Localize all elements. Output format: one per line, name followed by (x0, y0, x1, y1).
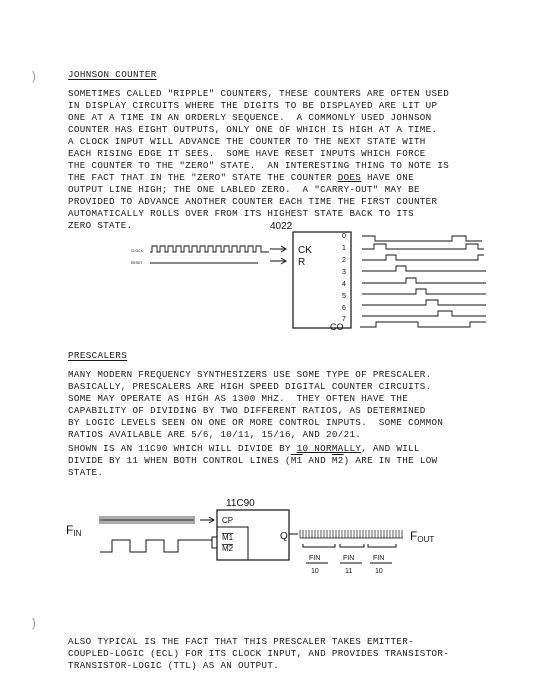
output-pin-6: 6 (342, 305, 346, 312)
cp-arrow (200, 517, 214, 523)
bracket-1 (303, 544, 335, 547)
output-waveform-6 (362, 300, 486, 305)
text-line: OUTPUT LINE HIGH; THE ONE LABLED ZERO. A "CARRY-OUT" MAY BE (68, 184, 420, 195)
bracket-3 (368, 544, 396, 547)
output-waveform-3 (362, 266, 486, 271)
control-to-m1 (196, 537, 217, 548)
reset-input-label: RESET (131, 261, 143, 265)
clock-input-label: CLOCK (131, 249, 144, 253)
text-run: HAVE ONE (361, 172, 414, 183)
text-run: ) ARE IN THE LOW (343, 455, 438, 466)
ratio-top-3: FIN (373, 555, 385, 562)
text-line: PROVIDED TO ADVANCE ANOTHER COUNTER EACH TIME THE FIRST COUNTER (68, 196, 438, 207)
text-run: , AND WILL (361, 443, 420, 454)
output-pin-2: 2 (342, 257, 346, 264)
fin-waveform (100, 516, 194, 524)
ratio-bottom-1: 10 (311, 568, 319, 575)
text-run: AND (302, 455, 332, 466)
text-line: AUTOMATICALLY ROLLS OVER FROM ITS HIGHEST STATE BACK TO ITS (68, 208, 414, 219)
output-pin-0: 0 (342, 233, 346, 240)
m1-overlined: M1 (290, 455, 303, 466)
text-line: A CLOCK INPUT WILL ADVANCE THE COUNTER TO THE NEXT STATE WITH (68, 136, 426, 147)
output-pin-3: 3 (342, 269, 346, 276)
m2-overlined: M2 (331, 455, 344, 466)
text-line: COUNTER HAS EIGHT OUTPUTS, ONLY ONE OF WHICH IS HIGH AT A TIME. (68, 124, 438, 135)
output-waveforms (360, 236, 486, 327)
underlined-word: DOES (337, 172, 362, 183)
m1-pin-label: M1 (222, 533, 234, 542)
fout-waveform (300, 530, 403, 538)
output-pin-7: 7 (342, 316, 346, 323)
fout-label: FOUT (410, 529, 435, 544)
q-pin-label: Q (280, 531, 288, 542)
text-line: ZERO STATE. (68, 220, 133, 231)
division-ratio-brackets (303, 544, 396, 547)
section-heading-prescalers: PRESCALERS (68, 350, 128, 361)
division-ratio-labels (306, 555, 392, 575)
cp-pin-label: CP (222, 516, 234, 525)
section-heading-johnson: JOHNSON COUNTER (68, 69, 157, 80)
text-line: ONE AT A TIME IN AN ORDERLY SEQUENCE. A COMMONLY USED JOHNSON (68, 112, 432, 123)
output-pin-4: 4 (342, 281, 346, 288)
clock-arrow (270, 246, 286, 252)
bracket-2 (340, 544, 364, 547)
m2-pin-label: M2 (222, 544, 234, 553)
text-line: COUPLED-LOGIC (ECL) FOR ITS CLOCK INPUT, AND PROVIDES TRANSISTOR- (68, 648, 450, 659)
text-line (68, 455, 488, 467)
text-line: SOME MAY OPERATE AS HIGH AS 1300 MHZ. THEY OFTEN HAVE THE (68, 393, 409, 404)
text-line: CAPABILITY OF DIVIDING BY TWO DIFFERENT RATIOS, AS DETERMINED (68, 405, 426, 416)
control-waveform (100, 540, 196, 552)
margin-mark: ) (30, 617, 38, 631)
text-line: THE COUNTER TO THE "ZERO" STATE. AN INTERESTING THING TO NOTE IS (68, 160, 450, 171)
chip-label-11c90: 11C90 (226, 498, 255, 509)
output-waveform-4 (362, 278, 486, 283)
closing-paragraph (68, 636, 488, 672)
ratio-bottom-3: 10 (375, 568, 383, 575)
ratio-bottom-2: 11 (345, 568, 353, 575)
text-line: STATE. (68, 467, 104, 478)
text-run: THE FACT THAT IN THE "ZERO" STATE THE COUNTER (68, 172, 338, 183)
output-pin-1: 1 (342, 245, 346, 252)
r-pin-label: R (298, 257, 306, 268)
output-pin-5: 5 (342, 293, 346, 300)
text-line: MANY MODERN FREQUENCY SYNTHESIZERS USE SOME TYPE OF PRESCALER. (68, 369, 432, 380)
text-line: BASICALLY, PRESCALERS ARE HIGH SPEED DIGITAL COUNTER CIRCUITS. (68, 381, 432, 392)
output-pin-labels (330, 233, 346, 332)
chip-label-4022: 4022 (270, 221, 293, 232)
text-line (68, 443, 488, 455)
text-line: EACH RISING EDGE IT SEES. SOME HAVE RESET INPUTS WHICH FORCE (68, 148, 426, 159)
output-waveform-1 (362, 244, 484, 249)
carry-out-label: CO (330, 322, 344, 332)
text-line: RATIOS AVAILABLE ARE 5/6, 10/11, 15/16, AND 20/21. (68, 429, 362, 440)
clock-waveform (150, 246, 269, 252)
text-line: BY LOGIC LEVELS SEEN ON ONE OR MORE CONTROL INPUTS. SOME COMMON (68, 417, 444, 428)
text-line: IN DISPLAY CIRCUITS WHERE THE DIGITS TO BE DISPLAYED ARE LIT UP (68, 100, 438, 111)
output-waveform-2 (362, 255, 484, 260)
text-line: SOMETIMES CALLED "RIPPLE" COUNTERS, THESE COUNTERS ARE OFTEN USED (68, 88, 450, 99)
text-run: SHOWN IS AN 11C90 WHICH WILL DIVIDE BY (68, 443, 297, 454)
text-line: TRANSISTOR-LOGIC (TTL) AS AN OUTPUT. (68, 660, 280, 671)
ratio-top-2: FIN (343, 555, 355, 562)
output-waveform-7 (362, 311, 486, 316)
output-waveform-0 (362, 236, 482, 241)
output-waveform-5 (362, 289, 486, 294)
fin-label: FIN (66, 523, 82, 538)
ratio-top-1: FIN (309, 555, 321, 562)
shown-paragraph (68, 443, 488, 479)
underlined-phrase: 10 NORMALLY (296, 443, 362, 454)
margin-mark: ) (30, 70, 38, 84)
carry-out-waveform (360, 322, 486, 327)
text-run: DIVIDE BY 11 WHEN BOTH CONTROL LINES ( (68, 455, 291, 466)
reset-arrow (270, 258, 286, 264)
ck-pin-label: CK (298, 245, 312, 256)
text-line: ALSO TYPICAL IS THE FACT THAT THIS PRESCALER TAKES EMITTER- (68, 636, 414, 647)
prescalers-paragraph (68, 369, 488, 441)
